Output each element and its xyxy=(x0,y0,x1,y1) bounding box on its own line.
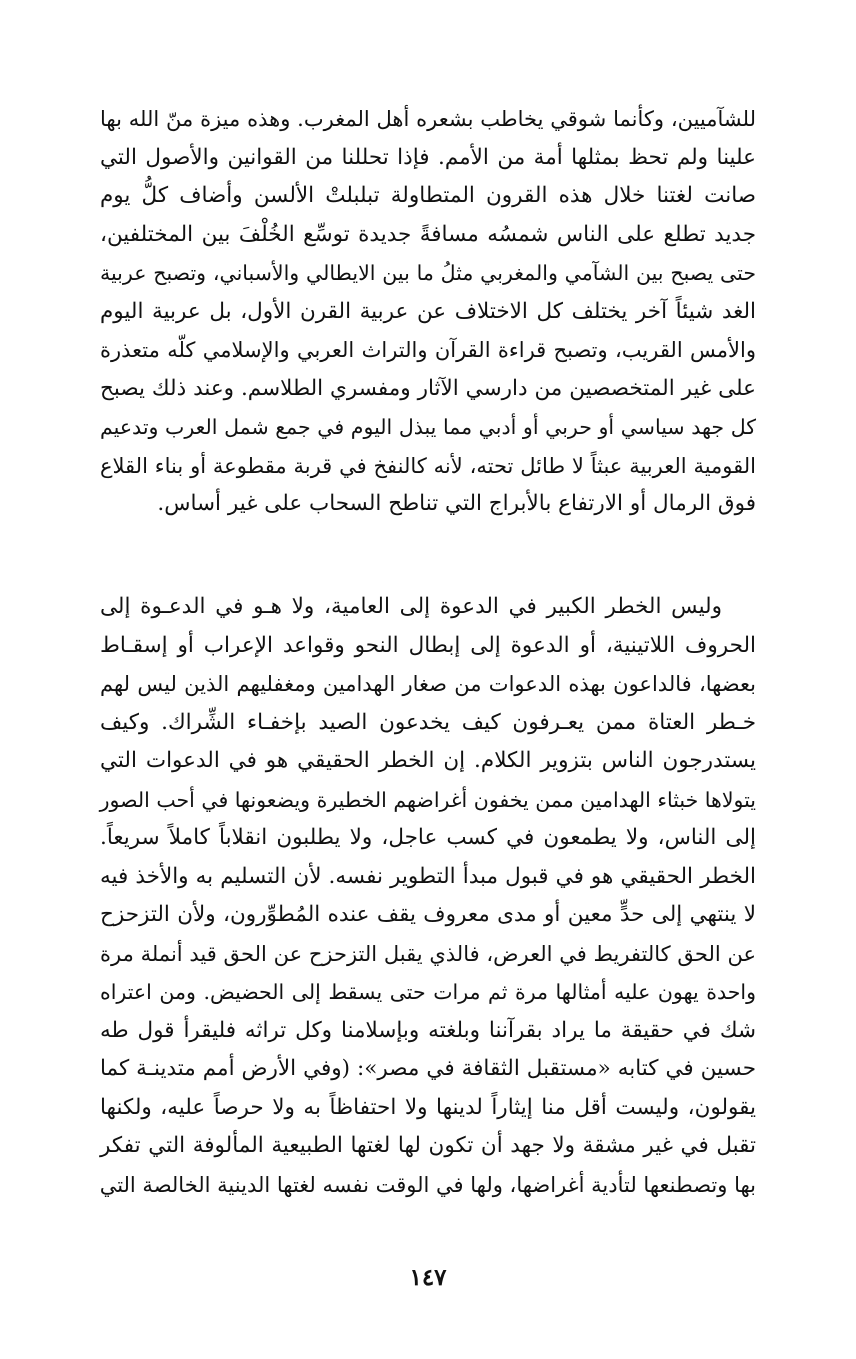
page-number: ١٤٧ xyxy=(409,1264,447,1291)
text-line-first-indented: وليس الخطر الكبير في الدعوة إلى العامية، ولا هـو في الدعـوة إلى xyxy=(100,594,722,619)
text-line: بعضها، فالداعون بهذه الدعوات من صغار الهدامين ومغفليهم الذين ليس لهم xyxy=(100,672,756,696)
paragraph-1 xyxy=(100,100,756,524)
text-line: الخطر الحقيقي هو في قبول مبدأ التطوير نفسه. لأن التسليم به والأخذ فيه xyxy=(100,863,756,889)
text-line: الغد شيئاً آخر يختلف كل الاختلاف عن عربية القرن الأول، بل عربية اليوم xyxy=(100,298,756,324)
text-line: حتى يصبح بين الشآمي والمغربي مثلُ ما بين الايطالي والأسباني، وتصبح عربية xyxy=(100,261,756,285)
text-line: واحدة يهون عليه أمثالها مرة ثم مرات حتى يسقط إلى الحضيض. ومن اعتراه xyxy=(100,980,756,1004)
text-line: يتولاها خبثاء الهدامين ممن يخفون أغراضهم الخطيرة ويضعونها في أحب الصور xyxy=(99,787,756,812)
text-line: كل جهد سياسي أو حربي أو أدبي مما يبذل اليوم في جمع شمل العرب وتدعيم xyxy=(100,415,756,439)
text-line: صانت لغتنا خلال هذه القرون المتطاولة تبلبلتْ الألسن وأضاف كلُّ يوم xyxy=(100,183,756,208)
text-line-last: فوق الرمال أو الارتفاع بالأبراج التي تناطح السحاب على غير أساس. xyxy=(157,491,756,516)
text-line: يستدرجون الناس بتزوير الكلام. إن الخطر الحقيقي هو في الدعوات التي xyxy=(100,748,756,773)
text-line: لا ينتهي إلى حدٍّ معين أو مدى معروف يقف عنده المُطوِّرون، ولأن التزحزح xyxy=(100,902,756,927)
text-line: خـطر العتاة ممن يعـرفون كيف يخدعون الصيد بإخفـاء الشِّراك. وكيف xyxy=(100,709,756,735)
text-line: عن الحق كالتفريط في العرض، فالذي يقبل التزحزح عن الحق قيد أنملة مرة xyxy=(100,941,756,966)
text-line: للشآميين، وكأنما شوقي يخاطب بشعره أهل المغرب. وهذه ميزة منّ الله بها xyxy=(100,107,756,131)
text-line: شك في حقيقة ما يراد بقرآننا وبلغته وبإسلامنا وكل تراثه فليقرأ قول طه xyxy=(100,1017,756,1043)
text-line: علينا ولم تحظ بمثلها أمة من الأمم. فإذا تحللنا من القوانين والأصول التي xyxy=(100,144,756,170)
text-line: جديد تطلع على الناس شمسُه مسافةً جديدة توسِّع الخُلْفَ بين المختلفين، xyxy=(100,221,757,247)
text-line: إلى الناس، ولا يطمعون في كسب عاجل، ولا يطلبون انقلاباً كاملاً سريعاً. xyxy=(100,825,756,850)
text-line: الحروف اللاتينية، أو الدعوة إلى إبطال النحو وقواعد الإعراب أو إسقـاط xyxy=(100,632,756,658)
text-line: تقبل في غير مشقة ولا جهد أن تكون لها لغتها الطبيعية المألوفة التي تفكر xyxy=(100,1133,756,1158)
text-line: على غير المتخصصين من دارسي الآثار ومفسري الطلاسم. وعند ذلك يصبح xyxy=(100,375,756,401)
text-line: بها وتصطنعها لتأدية أغراضها، ولها في الوقت نفسه لغتها الدينية الخالصة التي xyxy=(99,1172,756,1197)
text-line: والأمس القريب، وتصبح قراءة القرآن والتراث العربي والإسلامي كلّه متعذرة xyxy=(100,338,756,362)
text-line: يقولون، وليست أقل منا إيثاراً لدينها ولا احتفاظاً به ولا حرصاً عليه، ولكنها xyxy=(100,1094,756,1120)
text-line: حسين في كتابه «مستقبل الثقافة في مصر»: (وفي الأرض أمم متدينـة كما xyxy=(100,1056,756,1081)
text-line: القومية العربية عبثاً لا طائل تحته، لأنه كالنفخ في قربة مقطوعة أو بناء القلاع xyxy=(100,453,756,478)
paragraph-2 xyxy=(100,588,756,1204)
